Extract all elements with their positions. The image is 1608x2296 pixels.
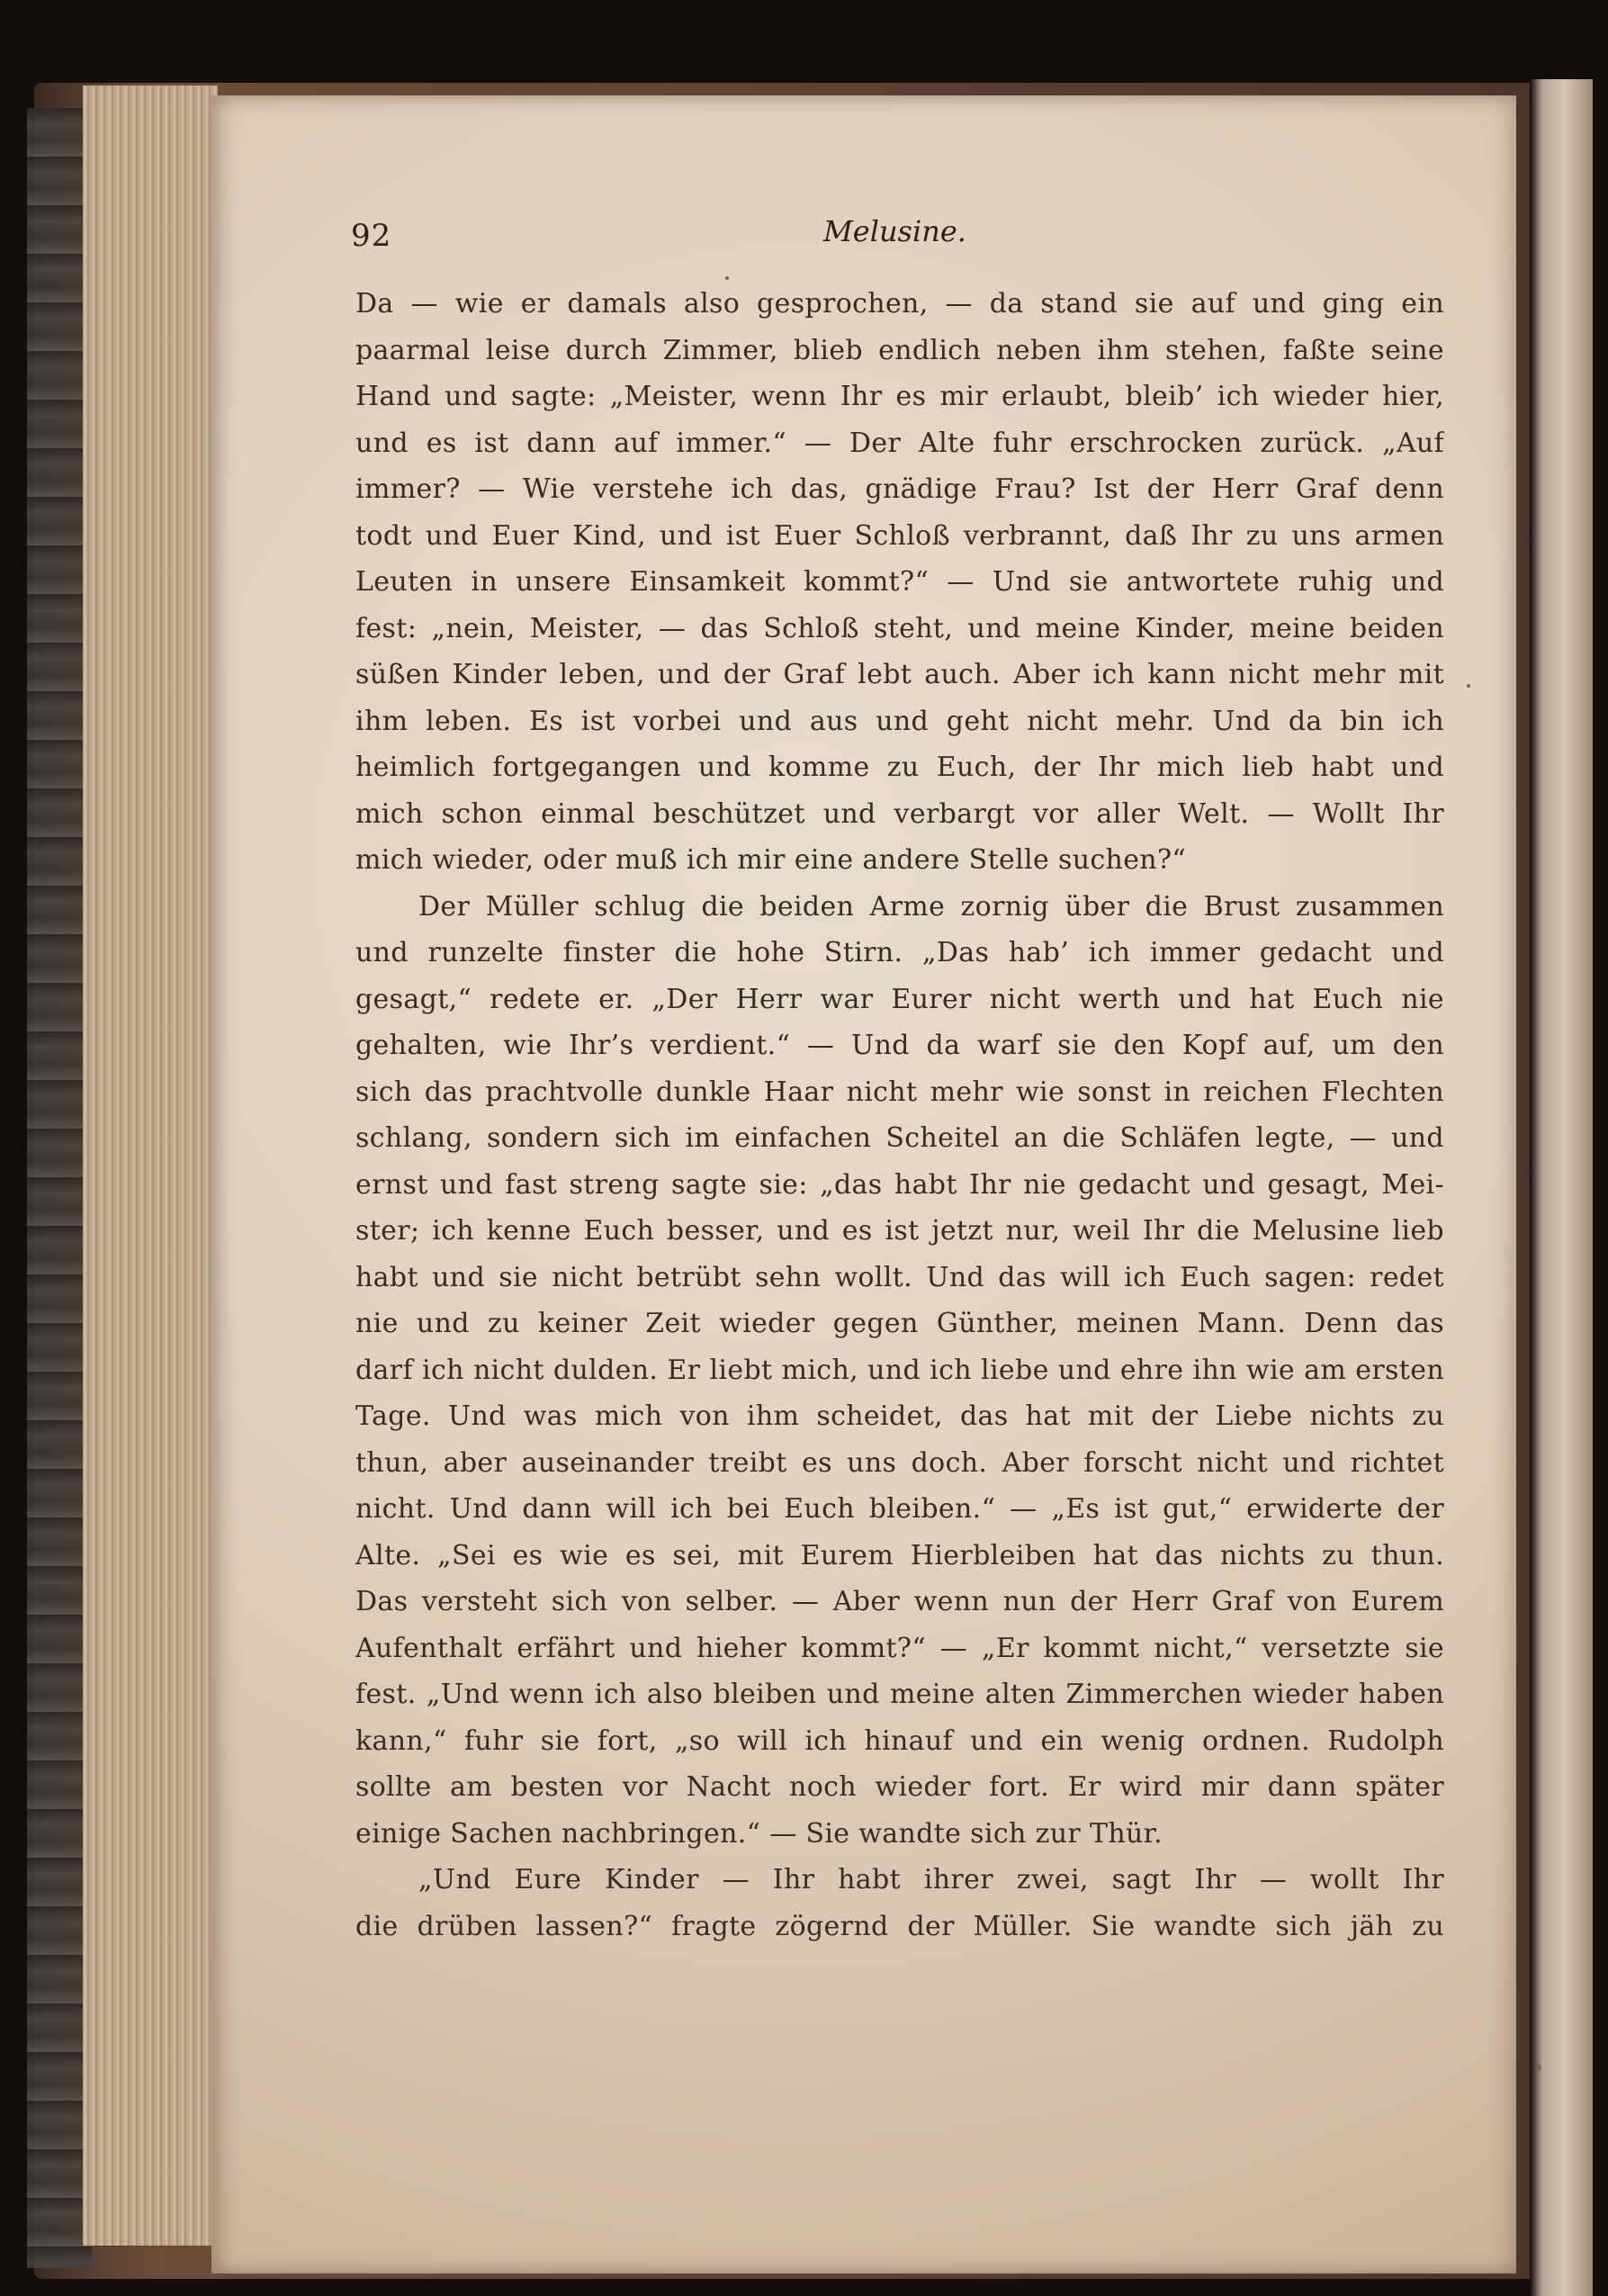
text-line: schlang, sondern sich im einfachen Scheitel an die Schläfen legte, — und (355, 1122, 1444, 1154)
text-line: kann,“ fuhr sie fort, „so will ich hinauf und ein wenig ordnen. Rudolph (355, 1724, 1444, 1757)
opposite-page-edge (1530, 79, 1593, 2296)
text-line: thun, aber auseinander treibt es uns doch. Aber forscht nicht und richtet (355, 1446, 1444, 1479)
paper-speck (1536, 2065, 1541, 2070)
text-line: darf ich nicht dulden. Er liebt mich, und ich liebe und ehre ihn wie am ersten (355, 1354, 1444, 1386)
text-line: Hand und sagte: „Meister, wenn Ihr es mir erlaubt, bleib’ ich wieder hier, (355, 381, 1444, 412)
text-line: fest: „nein, Meister, — das Schloß steht, und meine Kinder, meine beiden (355, 612, 1444, 644)
text-line: und runzelte finster die hohe Stirn. „Das hab’ ich immer gedacht und (355, 937, 1444, 968)
text-line: mich schon einmal beschützet und verbargt vor aller Welt. — Wollt Ihr (355, 797, 1444, 830)
text-line: Da — wie er damals also gesprochen, — da stand sie auf und ging ein (355, 288, 1444, 320)
paper-speck (725, 276, 729, 280)
text-line: süßen Kinder leben, und der Graf lebt auch. Aber ich kann nicht mehr mit (355, 659, 1444, 690)
paper-speck (1467, 684, 1470, 688)
text-line: ernst und fast streng sagte sie: „das habt Ihr nie gedacht und gesagt, Mei- (355, 1168, 1444, 1201)
text-line: habt und sie nicht betrübt sehn wollt. Und das will ich Euch sagen: redet (355, 1261, 1444, 1293)
text-line: Leuten in unsere Einsamkeit kommt?“ — Und sie antwortete ruhig und (355, 566, 1444, 598)
page-stack-edge (83, 86, 218, 2246)
running-head: Melusine. (823, 214, 966, 248)
text-line: die drüben lassen?“ fragte zögernd der Müller. Sie wandte sich jäh zu (355, 1910, 1444, 1942)
text-line: Das versteht sich von selber. — Aber wenn nun der Herr Graf von Eurem (355, 1586, 1444, 1617)
text-line: einige Sachen nachbringen.“ — Sie wandte sich zur Thür. (355, 1817, 1163, 1850)
text-line: todt und Euer Kind, und ist Euer Schloß verbrannt, daß Ihr zu uns armen (355, 519, 1444, 552)
text-line: Tage. Und was mich von ihm scheidet, das hat mit der Liebe nichts zu (355, 1400, 1444, 1432)
text-line: nie und zu keiner Zeit wieder gegen Günther, meinen Mann. Denn das (355, 1308, 1444, 1339)
text-line: sich das prachtvolle dunkle Haar nicht mehr wie sonst in reichen Flechten (355, 1076, 1444, 1108)
text-line: ster; ich kenne Euch besser, und es ist jetzt nur, weil Ihr die Melusine lieb (355, 1215, 1444, 1247)
page-number: 92 (351, 218, 392, 254)
text-line: fest. „Und wenn ich also bleiben und meine alten Zimmerchen wieder haben (355, 1679, 1444, 1710)
text-line: mich wieder, oder muß ich mir eine andere Stelle suchen?“ (355, 844, 1187, 876)
text-line: gesagt,“ redete er. „Der Herr war Eurer nicht werth und hat Euch nie (355, 983, 1444, 1015)
text-line: gehalten, wie Ihr’s verdient.“ — Und da warf sie den Kopf auf, um den (355, 1030, 1444, 1061)
text-line: Der Müller schlug die beiden Arme zornig über die Brust zusammen (418, 890, 1444, 923)
text-line: Aufenthalt erfährt und hieher kommt?“ — „Er kommt nicht,“ versetzte sie (355, 1632, 1444, 1664)
text-block (355, 281, 1444, 1949)
text-line: paarmal leise durch Zimmer, blieb endlich neben ihm stehen, faßte seine (355, 334, 1444, 366)
text-line: ihm leben. Es ist vorbei und aus und geht nicht mehr. Und da bin ich (355, 705, 1444, 737)
text-line: sollte am besten vor Nacht noch wieder fort. Er wird mir dann später (355, 1771, 1444, 1803)
text-line: nicht. Und dann will ich bei Euch bleiben.“ — „Es ist gut,“ erwiderte der (355, 1493, 1444, 1525)
text-line: „Und Eure Kinder — Ihr habt ihrer zwei, sagt Ihr — wollt Ihr (418, 1864, 1444, 1895)
text-line: immer? — Wie verstehe ich das, gnädige Frau? Ist der Herr Graf denn (355, 473, 1444, 505)
text-line: Alte. „Sei es wie es sei, mit Eurem Hierbleiben hat das nichts zu thun. (355, 1539, 1444, 1571)
text-line: und es ist dann auf immer.“ — Der Alte fuhr erschrocken zurück. „Auf (355, 427, 1444, 459)
text-line: heimlich fortgegangen und komme zu Euch, der Ihr mich lieb habt und (355, 752, 1444, 783)
